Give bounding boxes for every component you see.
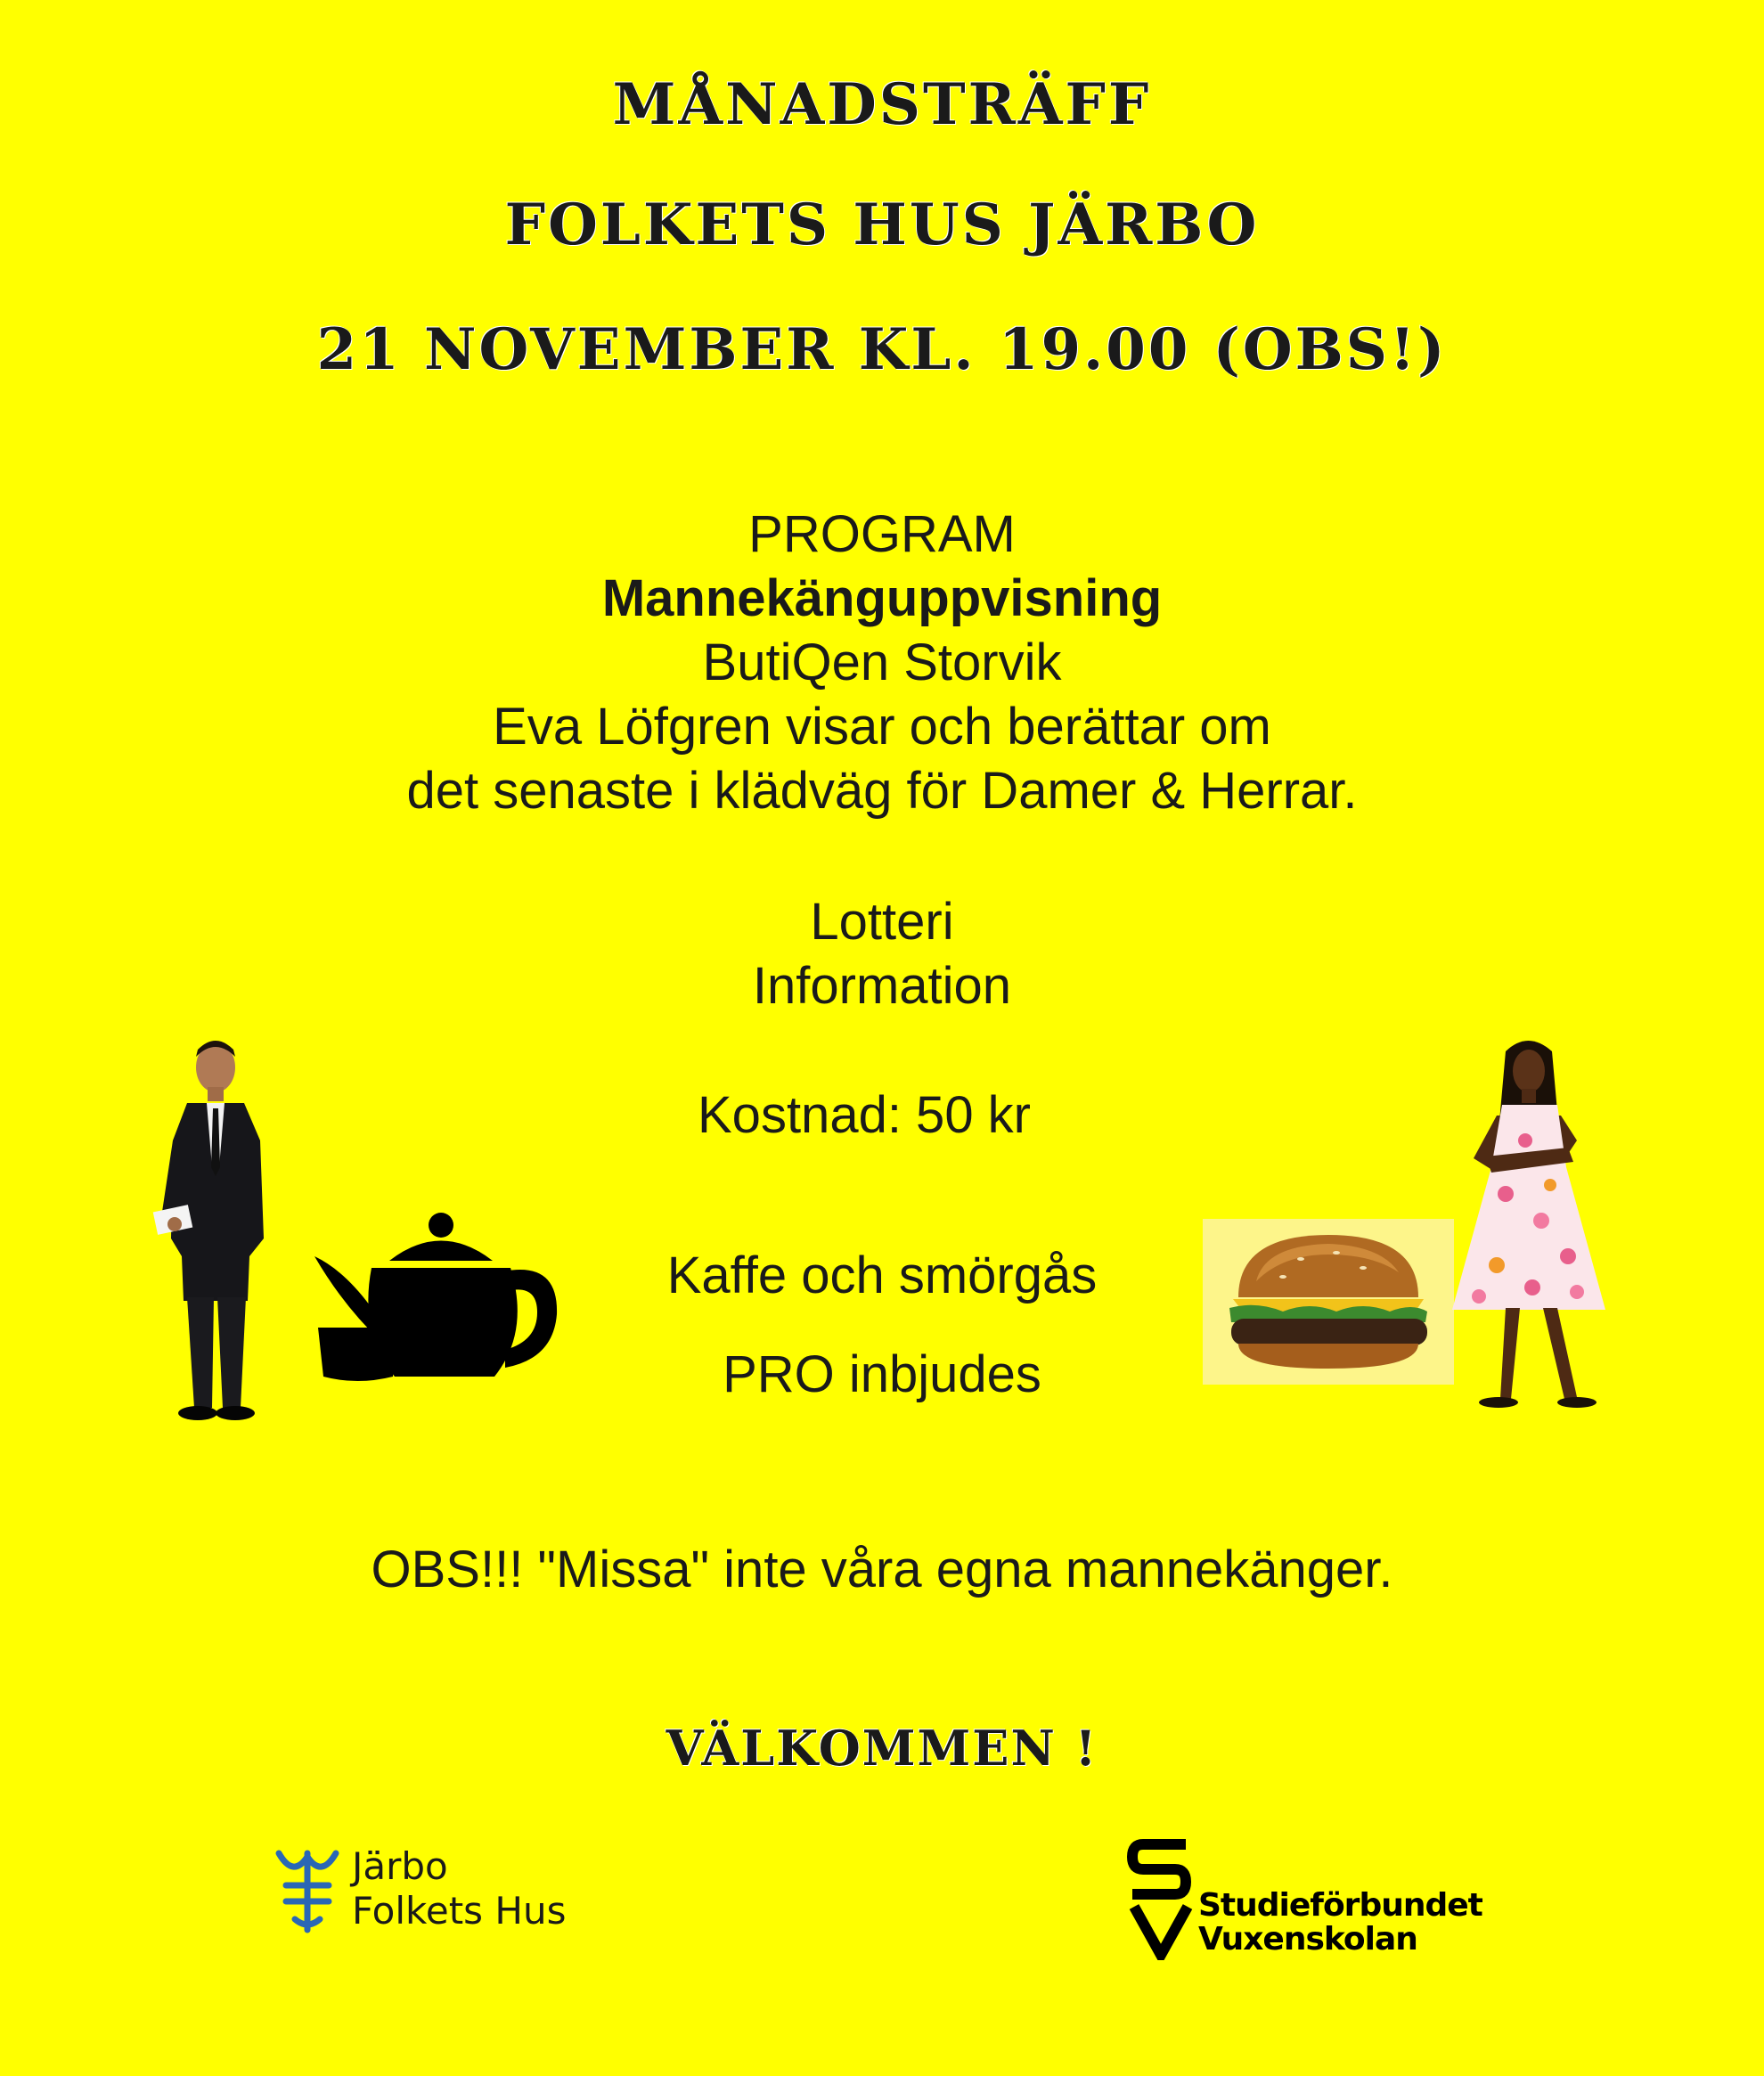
program-item-information: Information	[752, 957, 1012, 1015]
program-item-lotteri: Lotteri	[810, 893, 954, 951]
sv-logo-text	[1198, 1889, 1482, 1957]
program-desc-2: det senaste i klädväg för Damer & Herrar.	[406, 762, 1358, 820]
teapot-icon	[307, 1207, 561, 1385]
program-desc-1: Eva Löfgren visar och berättar om	[493, 698, 1271, 756]
program-cost: Kostnad: 50 kr	[698, 1086, 1031, 1144]
notice-text: OBS!!! "Missa" inte våra egna mannekänger.	[371, 1541, 1393, 1598]
heading-manadstraff: MÅNADSTRÄFF	[612, 71, 1152, 138]
heading-date: 21 NOVEMBER KL. 19.00 (OBS!)	[316, 316, 1448, 383]
woman-in-dress-icon	[1443, 1034, 1621, 1412]
jarbo-logo-line1: Järbo	[352, 1844, 448, 1888]
program-shop: ButiQen Storvik	[702, 633, 1062, 691]
sv-logo-line2: Vuxenskolan	[1198, 1921, 1417, 1957]
jarbo-cross-icon	[272, 1844, 343, 1933]
man-in-suit-icon	[151, 1034, 285, 1426]
jarbo-logo-line2: Folkets Hus	[352, 1889, 567, 1933]
program-event: Mannekänguppvisning	[601, 569, 1163, 627]
sv-logo-icon	[1127, 1835, 1198, 1960]
jarbo-folkets-hus-logo	[272, 1844, 610, 1942]
program-food: Kaffe och smörgås	[666, 1246, 1098, 1304]
program-invite: PRO inbjudes	[723, 1345, 1041, 1403]
jarbo-logo-text	[352, 1844, 566, 1933]
heading-venue: FOLKETS HUS JÄRBO	[504, 192, 1260, 258]
sv-logo	[1127, 1835, 1519, 1960]
burger-icon	[1203, 1219, 1454, 1385]
sv-logo-line1: Studieförbundet	[1198, 1887, 1482, 1924]
welcome-text: VÄLKOMMEN !	[666, 1720, 1098, 1777]
program-title: PROGRAM	[748, 505, 1016, 563]
